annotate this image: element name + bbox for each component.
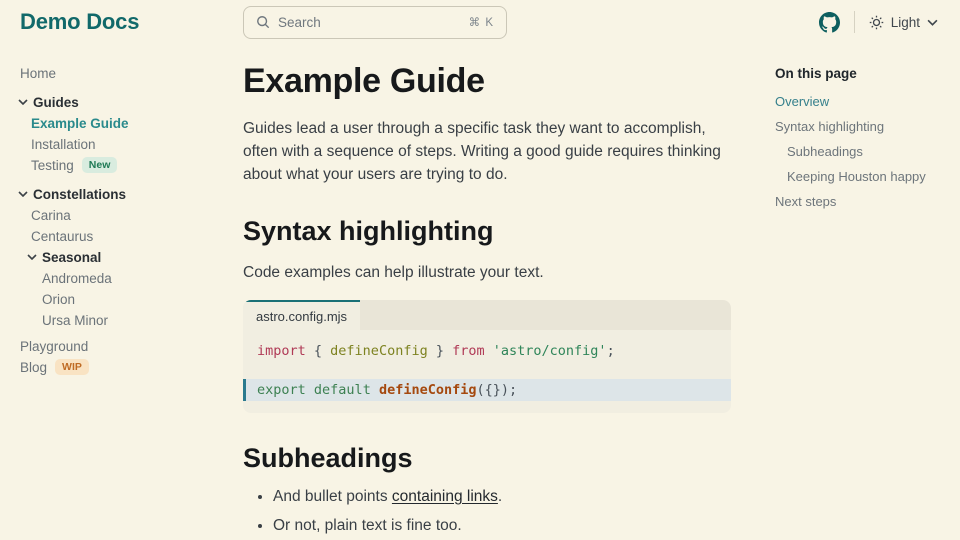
list-item: • Or not, plain text is fine too. xyxy=(273,517,731,535)
search-shortcut: ⌘ K xyxy=(468,17,494,29)
section-heading-subheadings: Subheadings xyxy=(243,443,413,473)
new-badge: New xyxy=(82,157,118,173)
sidebar-item-andromeda[interactable]: Andromeda xyxy=(42,270,112,286)
code-content xyxy=(243,330,731,413)
sidebar-item-carina[interactable]: Carina xyxy=(31,207,71,223)
article-content xyxy=(243,44,731,540)
code-filename-tab: astro.config.mjs xyxy=(243,300,360,330)
sidebar-item-example-guide[interactable]: Example Guide xyxy=(31,115,129,131)
sidebar-item-orion[interactable]: Orion xyxy=(42,291,76,307)
search-input[interactable] xyxy=(243,6,507,39)
toc-title: On this page xyxy=(775,66,857,81)
header-divider xyxy=(854,11,855,33)
toc-link-keeping-houston-happy[interactable]: Keeping Houston happy xyxy=(787,169,926,184)
toc-link-overview[interactable]: Overview xyxy=(775,94,830,109)
search-icon xyxy=(256,15,270,29)
section-paragraph: Code examples can help illustrate your text. xyxy=(243,264,544,281)
on-this-page-toc xyxy=(775,44,950,540)
sidebar-group-seasonal[interactable] xyxy=(20,250,235,264)
sidebar-group-label: Guides xyxy=(33,94,79,110)
section-heading-syntax-highlighting: Syntax highlighting xyxy=(243,216,494,246)
sidebar-item-label: Testing xyxy=(31,157,74,173)
sidebar-group-label: Seasonal xyxy=(42,249,102,265)
sidebar-item-centaurus[interactable]: Centaurus xyxy=(31,228,94,244)
toc-link-syntax-highlighting[interactable]: Syntax highlighting xyxy=(775,119,885,134)
code-line-highlighted: export default defineConfig({}); xyxy=(243,379,731,401)
caret-down-icon xyxy=(27,254,37,260)
toc-link-subheadings[interactable]: Subheadings xyxy=(787,144,863,159)
header-actions xyxy=(819,11,938,33)
search-placeholder: Search xyxy=(278,14,321,30)
sidebar-item-ursa-minor[interactable]: Ursa Minor xyxy=(42,312,109,328)
code-block xyxy=(243,300,731,413)
code-line-blank xyxy=(243,362,731,379)
sidebar-nav xyxy=(0,44,243,540)
list-item: • And bullet points containing links. xyxy=(273,488,731,506)
top-bar xyxy=(0,0,960,44)
sidebar-item-installation[interactable]: Installation xyxy=(31,136,96,152)
wip-badge: WIP xyxy=(55,359,89,375)
chevron-down-icon xyxy=(927,19,938,26)
code-line: import { defineConfig } from 'astro/config'; xyxy=(257,343,615,359)
bullet-list xyxy=(243,488,731,535)
containing-links-link[interactable]: containing links xyxy=(391,488,498,505)
sidebar-item-label: Blog xyxy=(20,359,48,375)
theme-select[interactable] xyxy=(869,15,938,30)
sidebar-group-label: Constellations xyxy=(33,186,127,202)
github-link[interactable] xyxy=(819,12,840,33)
sidebar-item-home[interactable]: Home xyxy=(20,65,57,81)
sidebar-item-testing[interactable] xyxy=(20,158,235,172)
sun-icon xyxy=(869,15,884,30)
sidebar-item-playground[interactable]: Playground xyxy=(20,338,89,354)
caret-down-icon xyxy=(18,99,28,105)
theme-label: Light xyxy=(890,14,920,30)
sidebar-item-blog[interactable] xyxy=(20,360,235,374)
sidebar-group-constellations[interactable] xyxy=(20,187,235,201)
site-logo[interactable]: Demo Docs xyxy=(20,9,140,34)
intro-paragraph: Guides lead a user through a specific task they want to accomplish, often with a sequence of steps. Writing a good guide requires thinking about what your users are trying to do. xyxy=(243,120,721,183)
caret-down-icon xyxy=(18,191,28,197)
code-tab-bar xyxy=(243,300,731,330)
sidebar-group-guides[interactable] xyxy=(20,95,235,109)
page-title: Example Guide xyxy=(243,62,485,100)
github-icon xyxy=(819,12,840,33)
toc-link-next-steps[interactable]: Next steps xyxy=(775,194,837,209)
